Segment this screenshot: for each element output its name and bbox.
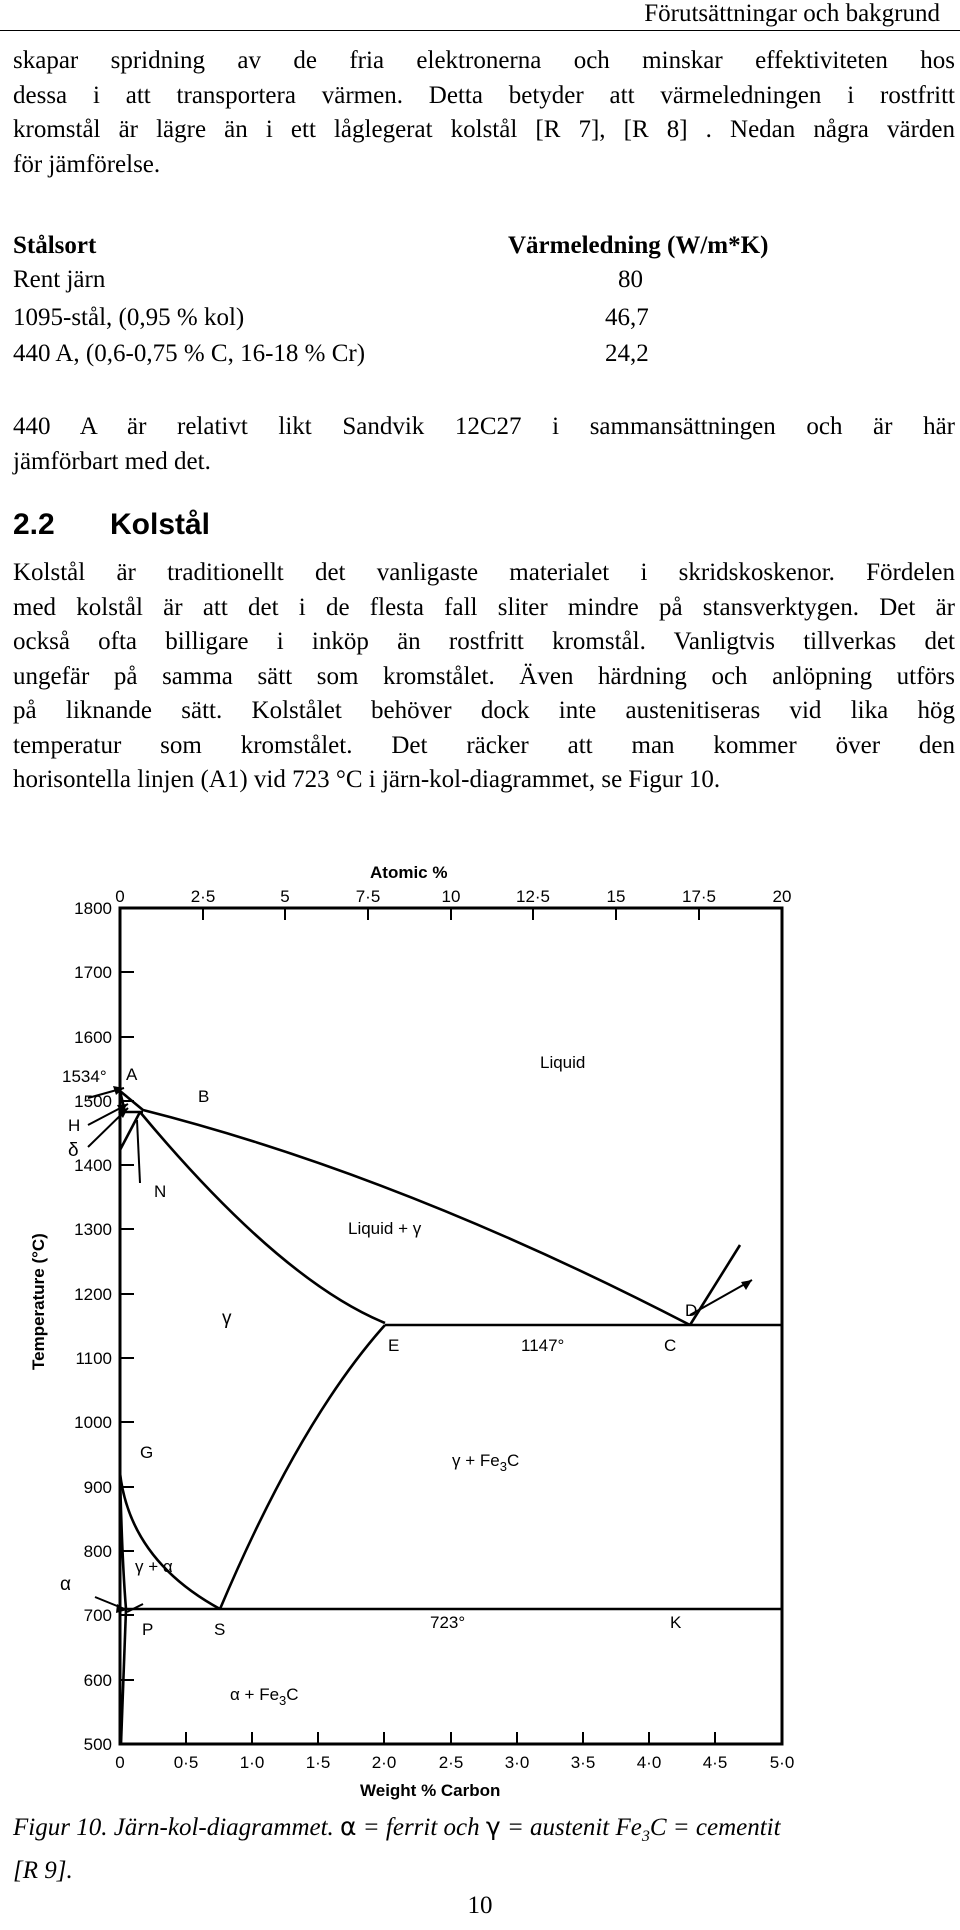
- text-line: skapar spridning av de fria elektronerna och minskar effektiviteten hos: [13, 47, 955, 74]
- acm-line: [220, 1325, 385, 1609]
- top-tick-labels: [115, 887, 791, 906]
- point-E-label: E: [388, 1336, 400, 1355]
- text-line: också ofta billigare i inköp än rostfritt kromstål. Vanligtvis tillverkas det: [13, 628, 955, 655]
- liquidus-line: [120, 1091, 690, 1325]
- bottom-tick-marks: [186, 1732, 715, 1744]
- text-line: på liknande sätt. Kolstålet behöver dock inte austenitiseras vid lika hög: [13, 697, 955, 724]
- bottom-tick-label: 3·0: [504, 1753, 530, 1772]
- caption-alpha: α: [340, 1812, 357, 1841]
- temp-1147-label: 1147°: [521, 1336, 565, 1355]
- y-tick-label: 1400: [74, 1156, 112, 1175]
- top-tick-label: 10: [441, 887, 461, 906]
- top-tick-label: 2·5: [190, 887, 216, 906]
- alpha-solvus-line: [121, 1609, 126, 1744]
- bottom-tick-label: 0·5: [173, 1753, 199, 1772]
- y-tick-label: 1300: [74, 1220, 112, 1239]
- phase-liquid-label: Liquid: [540, 1053, 586, 1072]
- text-line: för jämförelse.: [13, 150, 161, 178]
- y-axis-title: Temperature (°C): [29, 1233, 48, 1370]
- intro-paragraph: [13, 44, 955, 182]
- bottom-tick-label: 4·5: [702, 1753, 728, 1772]
- top-tick-label: 20: [772, 887, 792, 906]
- point-labels: [60, 1065, 697, 1639]
- y-tick-label: 1500: [74, 1092, 112, 1111]
- caption-subscript: 3: [641, 1828, 650, 1845]
- y-tick-label: 700: [83, 1606, 112, 1625]
- phase-gamma-fe3c-label: $\gamma + Fe_3C$: [452, 1451, 520, 1474]
- y-tick-label: 1100: [75, 1349, 112, 1368]
- y-tick-label: 500: [83, 1735, 112, 1754]
- a3-line: [120, 1473, 220, 1609]
- point-K-label: K: [670, 1613, 682, 1632]
- caption-gamma: γ: [485, 1812, 501, 1841]
- phase-boundaries: [120, 1091, 782, 1744]
- top-tick-label: 15: [606, 887, 626, 906]
- text-line: temperatur som kromstålet. Det räcker att man kommer över den: [13, 731, 955, 759]
- arrow-heads: [113, 1086, 752, 1613]
- bottom-tick-label: 1·0: [239, 1753, 265, 1772]
- table-cell-steel: Rent järn: [13, 266, 106, 293]
- text-line: dessa i att transportera värmen. Detta betyder att värmeledningen i rostfritt: [13, 81, 955, 109]
- delta-label: δ: [68, 1140, 79, 1161]
- bottom-tick-label: 0: [115, 1753, 125, 1772]
- body-paragraph: [13, 556, 955, 798]
- text-line: horisontella linjen (A1) vid 723 °C i järn-kol-diagrammet, se Figur 10.: [13, 766, 721, 793]
- table-header-steel: Stålsort: [13, 232, 97, 259]
- top-tick-label: 0: [115, 887, 125, 906]
- point-H-label: H: [68, 1116, 81, 1135]
- page-number: 10: [467, 1892, 493, 1919]
- y-tick-label: 900: [83, 1478, 112, 1497]
- comparison-paragraph: [13, 410, 955, 479]
- point-N-label: N: [154, 1182, 167, 1201]
- phase-liquid-gamma-label: Liquid + γ: [348, 1219, 422, 1238]
- text-line: ungefär på samma sätt som kromstålet. Även härdning och anlöpning utförs: [13, 662, 955, 690]
- y-tick-label: 1600: [74, 1028, 112, 1047]
- point-B-label: B: [198, 1087, 210, 1106]
- bottom-tick-label: 3·5: [570, 1753, 596, 1772]
- table-cell-steel: 1095-stål, (0,95 % kol): [13, 304, 245, 331]
- top-tick-label: 17·5: [681, 887, 717, 906]
- text-line: kromstål är lägre än i ett låglegerat kolstål [R 7], [R 8] . Nedan några värden: [13, 116, 955, 143]
- y-tick-label: 1800: [74, 899, 112, 918]
- caption-cementite: C = cementit: [649, 1814, 781, 1841]
- table-cell-value: 80: [618, 266, 643, 293]
- y-tick-labels: [74, 899, 112, 1754]
- table-cell-value: 46,7: [605, 304, 649, 331]
- bottom-tick-label: 2·0: [371, 1753, 397, 1772]
- figure-caption: [13, 1810, 953, 1888]
- table-header-conductivity: Värmeledning (W/m*K): [508, 232, 769, 259]
- point-A-label: A: [126, 1065, 138, 1084]
- text-line: 440 A är relativt likt Sandvik 12C27 i sammansättningen och är här: [13, 413, 955, 440]
- temp-1534-label: 1534°: [62, 1067, 107, 1086]
- phase-gamma-alpha-label: γ + α: [135, 1557, 173, 1576]
- bottom-axis-title: Weight % Carbon: [360, 1781, 501, 1800]
- phase-alpha-fe3c-label: $\alpha + Fe_3C$: [230, 1685, 299, 1708]
- bottom-tick-label: 4·0: [636, 1753, 662, 1772]
- alpha-label: α: [60, 1574, 71, 1595]
- bottom-tick-label: 2·5: [438, 1753, 464, 1772]
- y-tick-label: 800: [83, 1542, 112, 1561]
- text-line: Kolstål är traditionellt det vanligaste materialet i skridskoskenor. Fördelen: [13, 559, 955, 586]
- cementite-liquidus-line: [690, 1245, 740, 1325]
- section-title: Kolstål: [110, 508, 211, 541]
- running-header: [0, 0, 960, 31]
- section-number: 2.2: [13, 508, 55, 541]
- top-axis-title: Atomic %: [370, 863, 448, 882]
- running-title: Förutsättningar och bakgrund: [644, 0, 940, 27]
- caption-ferrite: = ferrit och: [356, 1814, 486, 1841]
- text-line: med kolstål är att det i de flesta fall sliter mindre på stansverktygen. Det är: [13, 593, 955, 621]
- top-tick-label: 7·5: [355, 887, 381, 906]
- caption-austenite: = austenit Fe: [500, 1814, 642, 1841]
- point-C-label: C: [664, 1336, 677, 1355]
- section-heading: [13, 508, 210, 542]
- y-tick-label: 1200: [74, 1285, 112, 1304]
- bottom-tick-label: 1·5: [305, 1753, 331, 1772]
- caption-lead: Figur 10. Järn-kol-diagrammet.: [13, 1814, 341, 1841]
- bottom-tick-labels: [115, 1753, 794, 1772]
- point-G-label: G: [140, 1443, 154, 1462]
- table-cell-steel: 440 A, (0,6-0,75 % C, 16-18 % Cr): [13, 340, 366, 367]
- text-line: jämförbart med det.: [13, 447, 211, 475]
- point-D-label: D: [685, 1301, 698, 1320]
- point-P-label: P: [142, 1620, 154, 1639]
- point-S-label: S: [214, 1620, 226, 1639]
- caption-reference: [R 9].: [13, 1857, 73, 1884]
- top-tick-label: 12·5: [515, 887, 551, 906]
- y-tick-label: 1700: [74, 963, 112, 982]
- top-tick-marks: [203, 908, 699, 920]
- table-cell-value: 24,2: [605, 340, 649, 367]
- iron-carbon-phase-diagram: [0, 840, 960, 1800]
- phase-gamma-label: γ: [222, 1308, 232, 1329]
- y-tick-label: 600: [83, 1671, 112, 1690]
- top-tick-label: 5: [280, 887, 290, 906]
- bottom-tick-label: 5·0: [769, 1753, 795, 1772]
- y-tick-label: 1000: [74, 1413, 112, 1432]
- temp-723-label: 723°: [430, 1613, 466, 1632]
